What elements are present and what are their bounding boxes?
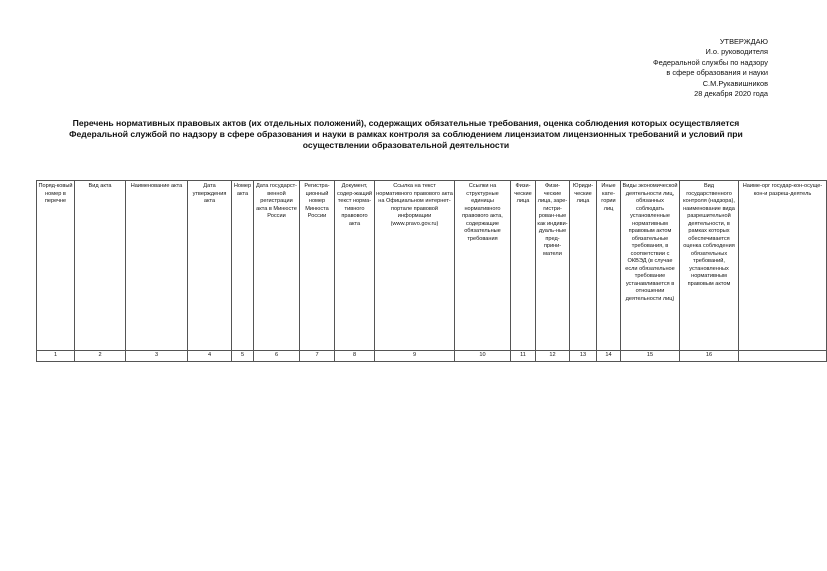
- column-number: 5: [232, 351, 254, 362]
- title-line: осуществлении образовательной деятельности: [302, 140, 510, 150]
- column-header: Физи-ческие лица, заре-гистри-рован-ные как индиви-дуаль-ные пред-прини-матели: [536, 181, 570, 351]
- title-line: Федеральной службой по надзору в сфере образования и науки в рамках контроля за соблюдением лицензиатом лицензионных требований и условий при: [69, 129, 743, 139]
- column-header: Вид акта: [75, 181, 126, 351]
- column-header: Номер акта: [232, 181, 254, 351]
- column-header: Наиме-орг государ-кон-осуще-кон-и разреш-деятель: [739, 181, 827, 351]
- requirements-table: [36, 180, 827, 362]
- column-number: [739, 351, 827, 362]
- column-number: 15: [621, 351, 680, 362]
- column-header: Вид государственного контроля (надзора), наименование вида разрешительной деятельности, в рамках которых обеспечивается оценка соблюдения обязательных требований, установленных нормативным правовым актом: [680, 181, 739, 351]
- column-number: 3: [126, 351, 188, 362]
- column-header: Дата утверждения акта: [188, 181, 232, 351]
- column-number: 6: [254, 351, 300, 362]
- column-header: Иные кате-гории лиц: [597, 181, 621, 351]
- approval-line: И.о. руководителя: [705, 47, 768, 57]
- approval-block: [653, 37, 768, 99]
- column-header: Дата государст-венной регистрации акта в Минюсте России: [254, 181, 300, 351]
- approval-line: Федеральной службы по надзору: [653, 57, 768, 67]
- column-header: Виды экономической деятельности лиц, обязанных соблюдать установленные нормативным правовым актом обязательные требования, в соответствии с ОКВЭД (в случае если обязательное требование устанавливается в отношении деятельности лиц): [621, 181, 680, 351]
- column-number: 13: [570, 351, 597, 362]
- column-number: 11: [511, 351, 536, 362]
- column-number: 16: [680, 351, 739, 362]
- column-number: 2: [75, 351, 126, 362]
- column-number: 14: [597, 351, 621, 362]
- document-title: [36, 118, 776, 151]
- column-number: 9: [375, 351, 455, 362]
- requirements-table-container: [36, 180, 823, 362]
- column-header: Ссылка на текст нормативного правового акта на Официальном интернет-портале правовой информации (www.pravo.gov.ru): [375, 181, 455, 351]
- column-header: Поряд-ковый номер в перечне: [37, 181, 75, 351]
- column-number-row: [37, 351, 827, 362]
- header-row: [37, 181, 827, 351]
- approval-line: в сфере образования и науки: [666, 68, 768, 78]
- title-line: Перечень нормативных правовых актов (их отдельных положений), содержащих обязательные требования, оценка соблюдения которых осуществляется: [72, 118, 740, 128]
- column-number: 10: [455, 351, 511, 362]
- column-header: Регистра-ционный номер Минюста России: [300, 181, 335, 351]
- column-number: 8: [335, 351, 375, 362]
- column-number: 7: [300, 351, 335, 362]
- column-number: 4: [188, 351, 232, 362]
- column-header: Физи-ческие лица: [511, 181, 536, 351]
- approval-line: УТВЕРЖДАЮ: [719, 37, 768, 46]
- column-header: Ссылки на структурные единицы нормативного правового акта, содержащие обязательные требования: [455, 181, 511, 351]
- column-number: 12: [536, 351, 570, 362]
- column-header: Наименование акта: [126, 181, 188, 351]
- column-header: Юриди-ческие лица: [570, 181, 597, 351]
- approval-line: С.М.Рукавишников: [702, 78, 768, 88]
- column-header: Документ, содер-жащий текст норма-тивного правового акта: [335, 181, 375, 351]
- approval-line: 28 декабря 2020 года: [694, 89, 768, 99]
- column-number: 1: [37, 351, 75, 362]
